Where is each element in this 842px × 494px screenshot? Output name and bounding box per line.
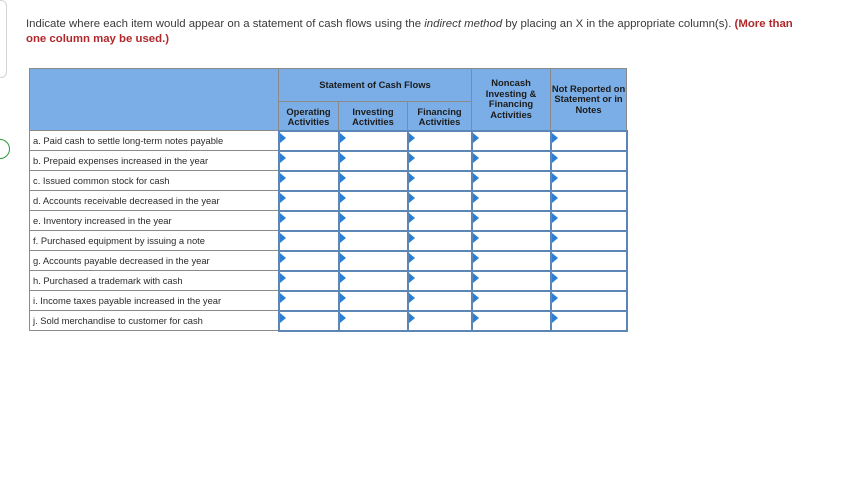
table-row xyxy=(30,171,627,191)
field-marker-icon xyxy=(340,253,346,263)
field-marker-icon xyxy=(340,133,346,143)
table-row xyxy=(30,191,627,211)
field-marker-icon xyxy=(552,233,558,243)
field-marker-icon xyxy=(409,293,415,303)
noncash-input[interactable] xyxy=(472,231,551,251)
field-marker-icon xyxy=(340,193,346,203)
noncash-input[interactable] xyxy=(472,151,551,171)
financing-input[interactable] xyxy=(408,231,472,251)
instructions-suffix: by placing an X in the appropriate column(s). xyxy=(502,18,735,30)
field-marker-icon xyxy=(473,313,479,323)
row-label: c. Issued common stock for cash xyxy=(30,171,279,191)
financing-input[interactable] xyxy=(408,271,472,291)
financing-input[interactable] xyxy=(408,171,472,191)
field-marker-icon xyxy=(552,213,558,223)
instructions-note: (More than one column may be used.) xyxy=(26,18,793,45)
not-reported-input[interactable] xyxy=(551,131,627,151)
noncash-input[interactable] xyxy=(472,271,551,291)
field-marker-icon xyxy=(280,193,286,203)
investing-input[interactable] xyxy=(339,231,408,251)
row-label: f. Purchased equipment by issuing a note xyxy=(30,231,279,251)
investing-input[interactable] xyxy=(339,291,408,311)
not-reported-input[interactable] xyxy=(551,151,627,171)
investing-input[interactable] xyxy=(339,251,408,271)
field-marker-icon xyxy=(409,233,415,243)
instructions-prefix: Indicate where each item would appear on a statement of cash flows using the xyxy=(26,18,425,30)
not-reported-input[interactable] xyxy=(551,231,627,251)
cash-flow-classification-table xyxy=(29,68,628,332)
field-marker-icon xyxy=(340,233,346,243)
noncash-input[interactable] xyxy=(472,251,551,271)
field-marker-icon xyxy=(552,193,558,203)
financing-column-header: Financing Activities xyxy=(408,102,472,131)
operating-input[interactable] xyxy=(279,251,339,271)
operating-input[interactable] xyxy=(279,291,339,311)
operating-input[interactable] xyxy=(279,151,339,171)
investing-column-header: Investing Activities xyxy=(339,102,408,131)
field-marker-icon xyxy=(409,173,415,183)
field-marker-icon xyxy=(409,133,415,143)
field-marker-icon xyxy=(340,213,346,223)
field-marker-icon xyxy=(280,173,286,183)
not-reported-input[interactable] xyxy=(551,311,627,331)
statement-of-cash-flows-header: Statement of Cash Flows xyxy=(279,69,472,102)
field-marker-icon xyxy=(473,213,479,223)
operating-column-header: Operating Activities xyxy=(279,102,339,131)
field-marker-icon xyxy=(280,233,286,243)
table-row xyxy=(30,311,627,331)
row-label: e. Inventory increased in the year xyxy=(30,211,279,231)
field-marker-icon xyxy=(340,293,346,303)
financing-input[interactable] xyxy=(408,191,472,211)
noncash-input[interactable] xyxy=(472,211,551,231)
not-reported-input[interactable] xyxy=(551,271,627,291)
investing-input[interactable] xyxy=(339,191,408,211)
field-marker-icon xyxy=(280,313,286,323)
not-reported-column-header: Not Reported on Statement or in Notes xyxy=(551,69,627,131)
field-marker-icon xyxy=(340,273,346,283)
row-label: b. Prepaid expenses increased in the year xyxy=(30,151,279,171)
table-row xyxy=(30,251,627,271)
field-marker-icon xyxy=(340,153,346,163)
row-label: d. Accounts receivable decreased in the year xyxy=(30,191,279,211)
operating-input[interactable] xyxy=(279,191,339,211)
table-row xyxy=(30,231,627,251)
instructions-method: indirect method xyxy=(424,18,503,30)
field-marker-icon xyxy=(409,313,415,323)
instructions xyxy=(26,17,806,47)
financing-input[interactable] xyxy=(408,211,472,231)
header-blank-cell xyxy=(30,69,279,131)
noncash-input[interactable] xyxy=(472,291,551,311)
noncash-input[interactable] xyxy=(472,191,551,211)
field-marker-icon xyxy=(552,153,558,163)
table-row xyxy=(30,131,627,151)
operating-input[interactable] xyxy=(279,131,339,151)
field-marker-icon xyxy=(473,273,479,283)
table-row xyxy=(30,291,627,311)
noncash-column-header: Noncash Investing & Financing Activities xyxy=(472,69,551,131)
row-label: i. Income taxes payable increased in the year xyxy=(30,291,279,311)
noncash-input[interactable] xyxy=(472,171,551,191)
field-marker-icon xyxy=(552,293,558,303)
not-reported-input[interactable] xyxy=(551,211,627,231)
table-row xyxy=(30,271,627,291)
financing-input[interactable] xyxy=(408,251,472,271)
not-reported-input[interactable] xyxy=(551,251,627,271)
row-label: a. Paid cash to settle long-term notes payable xyxy=(30,131,279,151)
not-reported-input[interactable] xyxy=(551,171,627,191)
field-marker-icon xyxy=(409,253,415,263)
noncash-input[interactable] xyxy=(472,311,551,331)
field-marker-icon xyxy=(552,273,558,283)
field-marker-icon xyxy=(280,273,286,283)
row-label: j. Sold merchandise to customer for cash xyxy=(30,311,279,331)
field-marker-icon xyxy=(409,193,415,203)
field-marker-icon xyxy=(473,233,479,243)
financing-input[interactable] xyxy=(408,131,472,151)
field-marker-icon xyxy=(340,313,346,323)
financing-input[interactable] xyxy=(408,311,472,331)
investing-input[interactable] xyxy=(339,271,408,291)
table-row xyxy=(30,211,627,231)
investing-input[interactable] xyxy=(339,171,408,191)
not-reported-input[interactable] xyxy=(551,291,627,311)
field-marker-icon xyxy=(280,213,286,223)
financing-input[interactable] xyxy=(408,291,472,311)
field-marker-icon xyxy=(409,153,415,163)
field-marker-icon xyxy=(280,253,286,263)
field-marker-icon xyxy=(473,293,479,303)
field-marker-icon xyxy=(552,253,558,263)
not-reported-input[interactable] xyxy=(551,191,627,211)
field-marker-icon xyxy=(473,253,479,263)
operating-input[interactable] xyxy=(279,171,339,191)
operating-input[interactable] xyxy=(279,231,339,251)
row-label: h. Purchased a trademark with cash xyxy=(30,271,279,291)
field-marker-icon xyxy=(473,153,479,163)
field-marker-icon xyxy=(280,153,286,163)
field-marker-icon xyxy=(409,213,415,223)
table-row xyxy=(30,151,627,171)
operating-input[interactable] xyxy=(279,271,339,291)
field-marker-icon xyxy=(280,293,286,303)
field-marker-icon xyxy=(552,133,558,143)
field-marker-icon xyxy=(552,173,558,183)
investing-input[interactable] xyxy=(339,131,408,151)
field-marker-icon xyxy=(280,133,286,143)
financing-input[interactable] xyxy=(408,151,472,171)
investing-input[interactable] xyxy=(339,151,408,171)
investing-input[interactable] xyxy=(339,311,408,331)
step-indicator-icon xyxy=(0,139,10,159)
field-marker-icon xyxy=(473,173,479,183)
row-label: g. Accounts payable decreased in the year xyxy=(30,251,279,271)
operating-input[interactable] xyxy=(279,211,339,231)
investing-input[interactable] xyxy=(339,211,408,231)
field-marker-icon xyxy=(409,273,415,283)
field-marker-icon xyxy=(473,133,479,143)
operating-input[interactable] xyxy=(279,311,339,331)
field-marker-icon xyxy=(473,193,479,203)
field-marker-icon xyxy=(340,173,346,183)
left-edge-tab xyxy=(0,0,7,78)
noncash-input[interactable] xyxy=(472,131,551,151)
field-marker-icon xyxy=(552,313,558,323)
